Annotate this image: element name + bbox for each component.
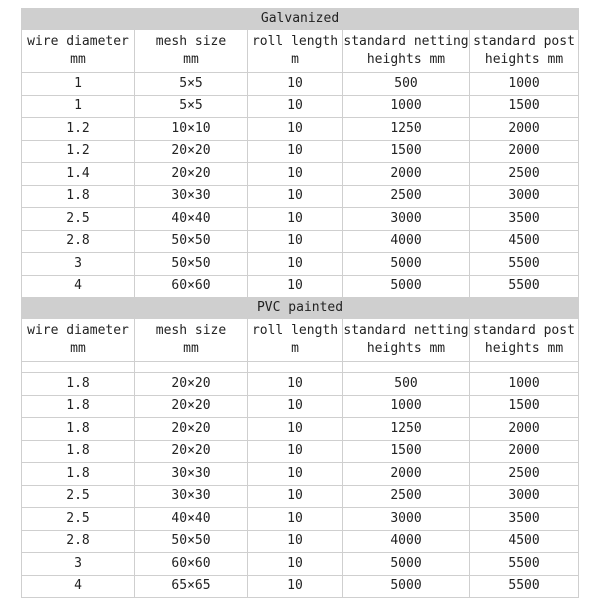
table-cell: 3500 <box>470 508 579 531</box>
table-cell: 3500 <box>470 208 579 231</box>
column-header <box>22 319 135 362</box>
table-cell: 2.8 <box>22 230 135 253</box>
column-header-line: roll length <box>251 34 339 49</box>
table-row <box>22 463 579 486</box>
table-cell: 3000 <box>470 185 579 208</box>
table-cell: 10 <box>248 73 343 96</box>
column-header-line: mesh size <box>155 323 227 338</box>
table-cell: 5000 <box>343 575 470 598</box>
column-header <box>22 30 135 73</box>
spec-table <box>21 8 579 598</box>
spacer-cell <box>135 362 248 373</box>
column-header-line: mm <box>183 341 199 356</box>
table-row <box>22 185 579 208</box>
table-cell: 1500 <box>470 95 579 118</box>
table-cell: 10 <box>248 275 343 298</box>
table-cell: 10 <box>248 418 343 441</box>
column-header <box>135 30 248 73</box>
column-header-line: standard post <box>473 323 575 338</box>
table-cell: 2500 <box>470 163 579 186</box>
table-cell: 5500 <box>470 253 579 276</box>
column-header-line: mm <box>183 52 199 67</box>
table-row <box>22 440 579 463</box>
column-header-line: mesh size <box>155 34 227 49</box>
column-header <box>135 319 248 362</box>
column-header-line: m <box>291 52 299 67</box>
table-cell: 5000 <box>343 275 470 298</box>
column-header-row <box>22 319 579 362</box>
table-cell: 1000 <box>470 73 579 96</box>
table-cell: 1500 <box>470 395 579 418</box>
table-cell: 500 <box>343 73 470 96</box>
table-row <box>22 275 579 298</box>
table-cell: 10 <box>248 508 343 531</box>
table-cell: 1500 <box>343 140 470 163</box>
column-header-line: standard netting <box>343 34 469 49</box>
column-header-line: standard netting <box>343 323 469 338</box>
table-cell: 2.8 <box>22 530 135 553</box>
table-cell: 1.8 <box>22 418 135 441</box>
spec-table-container <box>21 8 578 598</box>
table-row <box>22 118 579 141</box>
column-header <box>248 319 343 362</box>
spacer-cell <box>470 362 579 373</box>
table-cell: 5000 <box>343 253 470 276</box>
table-cell: 1.2 <box>22 118 135 141</box>
table-row <box>22 230 579 253</box>
table-cell: 20×20 <box>135 163 248 186</box>
table-cell: 1.8 <box>22 185 135 208</box>
column-header-line: mm <box>70 341 86 356</box>
table-cell: 2.5 <box>22 208 135 231</box>
table-cell: 10 <box>248 140 343 163</box>
table-cell: 1250 <box>343 418 470 441</box>
table-cell: 10 <box>248 485 343 508</box>
table-cell: 2000 <box>343 163 470 186</box>
spacer-cell <box>22 362 135 373</box>
table-cell: 10 <box>248 373 343 396</box>
table-cell: 5000 <box>343 553 470 576</box>
table-cell: 5×5 <box>135 95 248 118</box>
table-cell: 4000 <box>343 230 470 253</box>
table-cell: 10 <box>248 395 343 418</box>
table-cell: 2.5 <box>22 485 135 508</box>
column-header <box>343 319 470 362</box>
table-cell: 60×60 <box>135 275 248 298</box>
column-header-line: mm <box>70 52 86 67</box>
table-row <box>22 530 579 553</box>
column-header-line: heights mm <box>366 52 446 67</box>
table-cell: 2000 <box>343 463 470 486</box>
section-title: PVC painted <box>22 298 579 319</box>
table-cell: 30×30 <box>135 485 248 508</box>
header-spacer-row <box>22 362 579 373</box>
column-header-line: standard post <box>473 34 575 49</box>
table-cell: 1250 <box>343 118 470 141</box>
table-cell: 10×10 <box>135 118 248 141</box>
table-cell: 1.2 <box>22 140 135 163</box>
section-title: Galvanized <box>22 9 579 30</box>
table-cell: 4000 <box>343 530 470 553</box>
table-row <box>22 418 579 441</box>
table-cell: 30×30 <box>135 185 248 208</box>
column-header-line: heights mm <box>484 341 564 356</box>
table-cell: 30×30 <box>135 463 248 486</box>
table-cell: 2000 <box>470 440 579 463</box>
column-header-row <box>22 30 579 73</box>
table-cell: 1.8 <box>22 395 135 418</box>
table-cell: 2500 <box>343 185 470 208</box>
table-row <box>22 575 579 598</box>
table-cell: 10 <box>248 575 343 598</box>
column-header-line: m <box>291 341 299 356</box>
table-cell: 10 <box>248 163 343 186</box>
table-cell: 10 <box>248 530 343 553</box>
column-header <box>248 30 343 73</box>
table-cell: 40×40 <box>135 508 248 531</box>
table-cell: 3 <box>22 253 135 276</box>
table-cell: 500 <box>343 373 470 396</box>
table-cell: 1000 <box>470 373 579 396</box>
column-header-line: heights mm <box>366 341 446 356</box>
column-header-line: wire diameter <box>27 323 129 338</box>
table-row <box>22 140 579 163</box>
table-cell: 10 <box>248 95 343 118</box>
column-header <box>470 30 579 73</box>
section-title-row <box>22 298 579 319</box>
table-cell: 1.8 <box>22 463 135 486</box>
table-cell: 40×40 <box>135 208 248 231</box>
column-header <box>470 319 579 362</box>
table-cell: 1500 <box>343 440 470 463</box>
table-cell: 1000 <box>343 395 470 418</box>
table-cell: 10 <box>248 208 343 231</box>
table-cell: 20×20 <box>135 440 248 463</box>
table-cell: 2.5 <box>22 508 135 531</box>
table-row <box>22 395 579 418</box>
table-row <box>22 208 579 231</box>
section-title-row <box>22 9 579 30</box>
table-cell: 5×5 <box>135 73 248 96</box>
table-cell: 5500 <box>470 575 579 598</box>
table-row <box>22 95 579 118</box>
table-cell: 60×60 <box>135 553 248 576</box>
table-row <box>22 373 579 396</box>
table-cell: 4500 <box>470 230 579 253</box>
table-cell: 3000 <box>343 208 470 231</box>
table-row <box>22 163 579 186</box>
table-cell: 2000 <box>470 118 579 141</box>
table-cell: 10 <box>248 253 343 276</box>
table-cell: 5500 <box>470 275 579 298</box>
column-header-line: roll length <box>251 323 339 338</box>
table-cell: 3000 <box>343 508 470 531</box>
table-cell: 4 <box>22 275 135 298</box>
table-cell: 20×20 <box>135 373 248 396</box>
column-header-line: wire diameter <box>27 34 129 49</box>
table-row <box>22 553 579 576</box>
spacer-cell <box>343 362 470 373</box>
table-cell: 1.8 <box>22 373 135 396</box>
table-cell: 4 <box>22 575 135 598</box>
table-cell: 20×20 <box>135 140 248 163</box>
table-cell: 10 <box>248 463 343 486</box>
table-cell: 20×20 <box>135 418 248 441</box>
table-row <box>22 485 579 508</box>
table-cell: 2000 <box>470 418 579 441</box>
table-row <box>22 253 579 276</box>
table-cell: 2500 <box>343 485 470 508</box>
table-cell: 10 <box>248 553 343 576</box>
column-header <box>343 30 470 73</box>
table-cell: 50×50 <box>135 253 248 276</box>
table-cell: 2500 <box>470 463 579 486</box>
table-cell: 50×50 <box>135 230 248 253</box>
table-cell: 10 <box>248 230 343 253</box>
table-cell: 5500 <box>470 553 579 576</box>
table-cell: 10 <box>248 118 343 141</box>
table-cell: 2000 <box>470 140 579 163</box>
table-cell: 1.4 <box>22 163 135 186</box>
column-header-line: heights mm <box>484 52 564 67</box>
table-cell: 10 <box>248 440 343 463</box>
table-cell: 3000 <box>470 485 579 508</box>
table-cell: 50×50 <box>135 530 248 553</box>
table-cell: 1 <box>22 73 135 96</box>
table-cell: 10 <box>248 185 343 208</box>
table-cell: 1000 <box>343 95 470 118</box>
table-cell: 1 <box>22 95 135 118</box>
table-cell: 3 <box>22 553 135 576</box>
spacer-cell <box>248 362 343 373</box>
table-cell: 4500 <box>470 530 579 553</box>
table-row <box>22 73 579 96</box>
table-cell: 65×65 <box>135 575 248 598</box>
table-cell: 20×20 <box>135 395 248 418</box>
table-cell: 1.8 <box>22 440 135 463</box>
table-row <box>22 508 579 531</box>
